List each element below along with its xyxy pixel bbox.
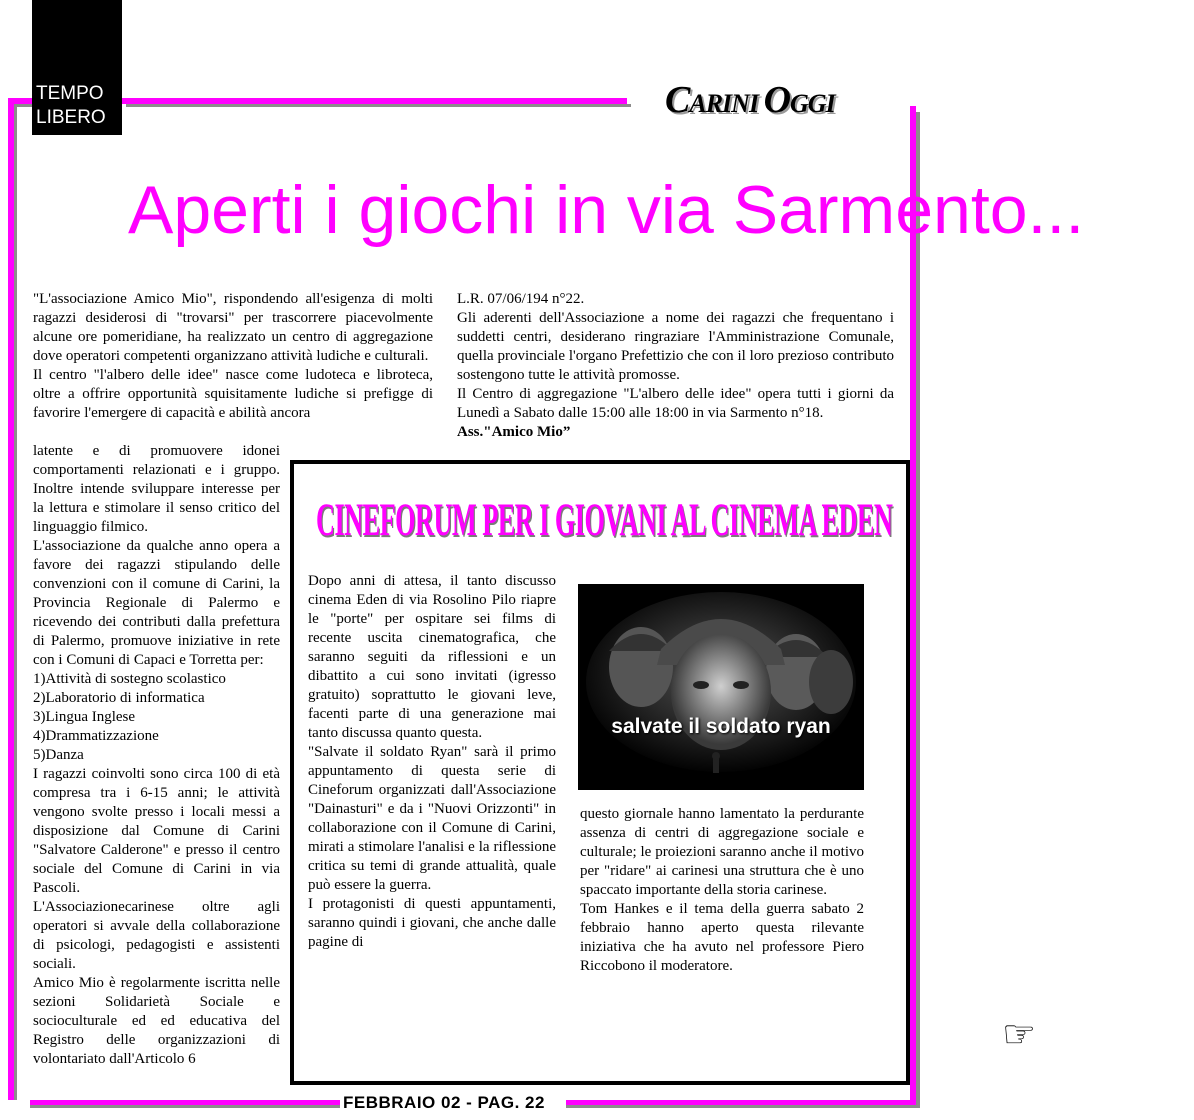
- frame-shadow: [126, 104, 631, 107]
- list-item: 3)Lingua Inglese: [33, 709, 136, 725]
- pointing-hand-icon: ☞: [1002, 1014, 1037, 1056]
- paragraph: Il centro "l'albero delle idee" nasce come ludoteca e libroteca, oltre a offrire opportunità squisitamente ludiche si prefigge di favorire l'emergere di capacità e abilità ancora: [33, 367, 433, 421]
- cineforum-column-2: [580, 805, 864, 976]
- frame-line-bottom-right: [566, 1100, 916, 1105]
- frame-shadow: [566, 1105, 920, 1108]
- paragraph: Tom Hankes e il tema della guerra sabato 2 febbraio hanno aperto questa rilevante iniziativa che ha avuto nel professore Piero Riccobono il moderatore.: [580, 901, 864, 974]
- paragraph: Il Centro di aggregazione "L'albero delle idee" opera tutti i giorni da Lunedì a Sabato dalle 15:00 alle 18:00 in via Sarmento n°18.: [457, 386, 894, 421]
- paragraph: L'Associazionecarinese oltre agli operatori si avvale della collaborazione di psicologi, pedagogisti e assistenti sociali.: [33, 899, 280, 972]
- frame-line-top: [122, 98, 627, 104]
- article-column-1-top: [33, 290, 433, 423]
- cineforum-column-1: [308, 572, 556, 952]
- paragraph: L'associazione da qualche anno opera a favore dei ragazzi stipulando delle convenzioni con il comune di Carini, la Provincia Regionale di Palermo e ricevendo dei contributi dalla prefettura di Palermo, promuove iniziative in rete con i Comuni di Capaci e Torretta per:: [33, 538, 280, 668]
- paragraph: Dopo anni di attesa, il tanto discusso cinema Eden di via Rosolino Pilo riapre le "porte" per ospitare sei films di recente uscita cinematografica, che saranno seguiti da riflessioni e un dibattito a cui sono invitati (igresso gratuito) soprattutto le giovani leve, facenti parte di una generazione mai tanto discussa quanto questa.: [308, 573, 556, 741]
- paragraph: latente e di promuovere idonei comportamenti relazionati e i gruppo. Inoltre intende sviluppare interesse per la lettura e stimolare il senso critico del linguaggio filmico.: [33, 443, 280, 535]
- page-footer: FEBBRAIO 02 - PAG. 22: [343, 1093, 545, 1112]
- article-column-1-bottom: [33, 442, 280, 1069]
- list-item: 1)Attività di sostegno scolastico: [33, 671, 226, 687]
- article-column-2: [457, 290, 894, 442]
- section-tag-line2: LIBERO: [36, 107, 106, 128]
- paragraph: I protagonisti di questi appuntamenti, saranno quindi i giovani, che anche dalle pagine di: [308, 896, 556, 950]
- paragraph: "Salvate il soldato Ryan" sarà il primo appuntamento di questa serie di Cineforum organizzati dall'Associazione "Dainasturi" e da i "Nuovi Orizzonti" in collaborazione con il Comune di Carini, mirati a stimolare l'analisi e la riflessione critica su temi di grande attualità, quale può essere la guerra.: [308, 744, 556, 893]
- masthead-logo: CARINI OGGI: [665, 79, 835, 121]
- frame-line-bottom-left: [30, 1100, 340, 1105]
- movie-poster-image: [578, 584, 864, 790]
- paragraph: "L'associazione Amico Mio", rispondendo all'esigenza di molti ragazzi desiderosi di "trovarsi" per trascorrere piacevolmente alcune ore pomeridiane, ha realizzato un centro di aggregazione dove operatori competenti organizzano attività ludiche e culturali.: [33, 291, 433, 364]
- list-item: 4)Drammatizzazione: [33, 728, 159, 744]
- list-item: 5)Danza: [33, 747, 84, 763]
- article-signature: Ass."Amico Mio”: [457, 424, 571, 440]
- soldiers-photo-icon: [581, 587, 861, 787]
- paragraph: Amico Mio è regolarmente iscritta nelle sezioni Solidarietà Sociale e socioculturale ed ed educativa del Registro delle organizzazioni di volontariato dall'Articolo 6: [33, 975, 280, 1067]
- frame-shadow: [14, 104, 17, 1100]
- paragraph: I ragazzi coinvolti sono circa 100 di età compresa tra i 6-15 anni; le attività vengono svolte presso i locali messi a disposizione dal Comune di Carini "Salvatore Calderone" e presso il centro sociale del Comune di Carini in via Pascoli.: [33, 766, 280, 896]
- paragraph: L.R. 07/06/194 n°22.: [457, 291, 585, 307]
- frame-shadow: [30, 1105, 340, 1108]
- poster-caption: salvate il soldato ryan: [611, 715, 831, 738]
- paragraph: questo giornale hanno lamentato la perdurante assenza di centri di aggregazione sociale e culturale; le proiezioni saranno anche il motivo per "ridare" ai carinesi una struttura che è uno spaccato importante della storia carinese.: [580, 806, 864, 898]
- list-item: 2)Laboratorio di informatica: [33, 690, 205, 706]
- frame-line-left: [8, 98, 14, 1100]
- frame-line-right: [910, 106, 916, 1101]
- cineforum-title: CINEFORUM PER I GIOVANI AL CINEMA EDEN: [316, 494, 893, 546]
- headline: Aperti i giochi in via Sarmento...: [128, 172, 1085, 248]
- section-tag-line1: TEMPO: [36, 83, 104, 104]
- frame-shadow: [916, 112, 920, 1105]
- paragraph: Gli aderenti dell'Associazione a nome dei ragazzi che frequentano i suddetti centri, desiderano ringraziare l'Amministrazione Comunale, quella provinciale l'organo Prefettizio che con il loro prezioso contributo sostengono tutte le attività promosse.: [457, 310, 894, 383]
- section-tag: [32, 0, 122, 135]
